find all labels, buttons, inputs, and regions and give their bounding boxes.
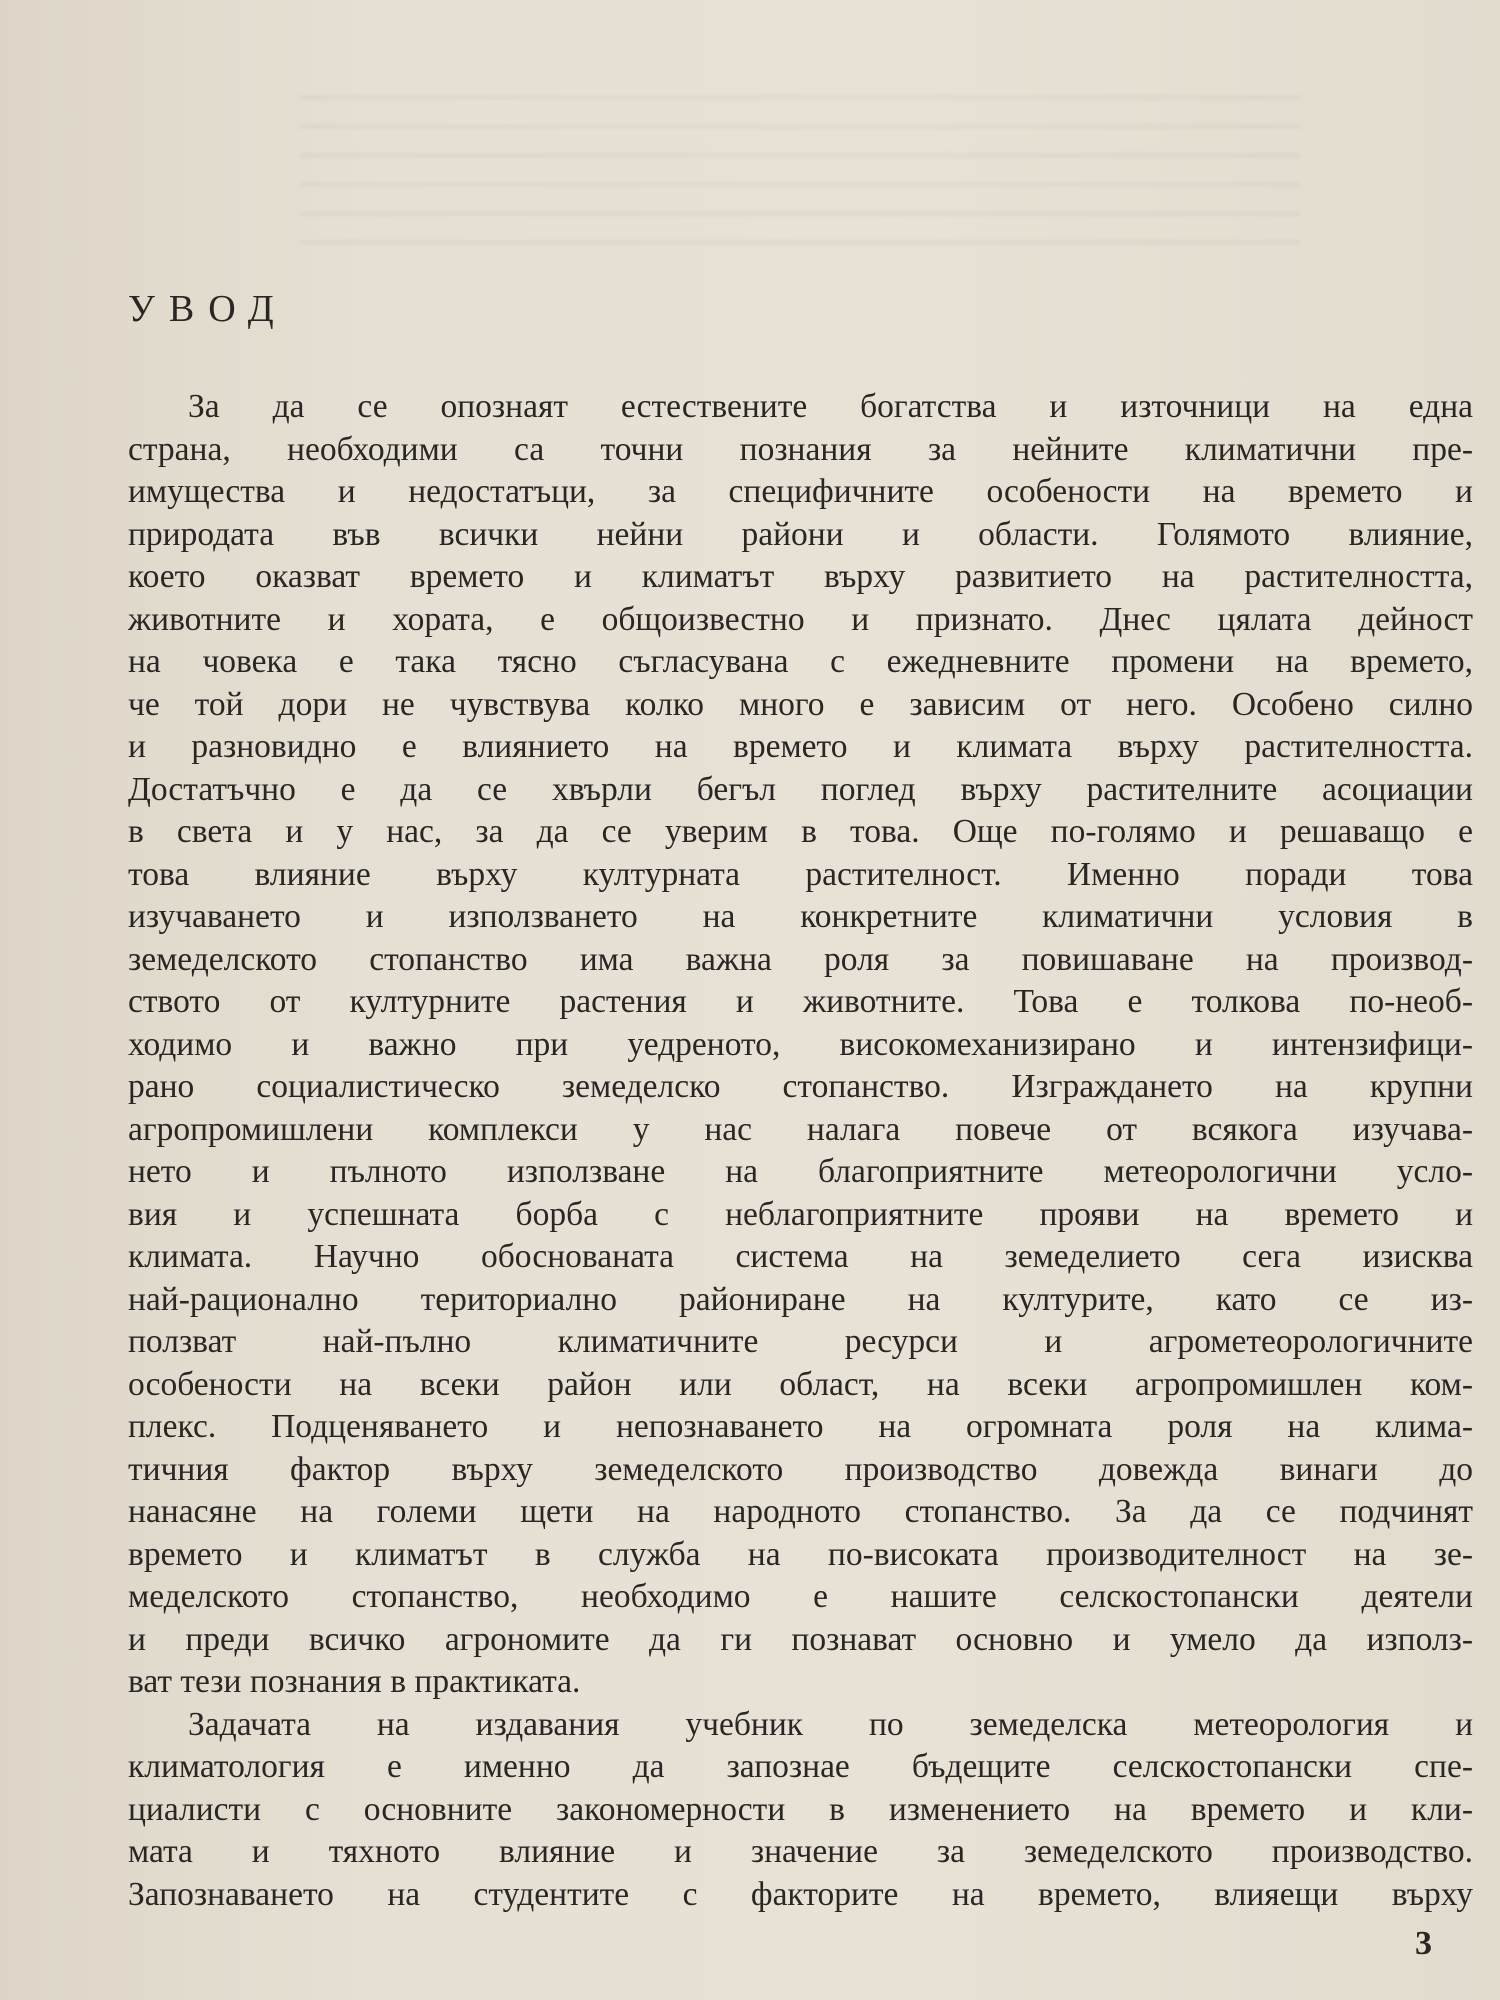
text-line: Задачата на издавания учебник по земеделска метеорология и <box>188 1705 1473 1743</box>
text-line: природата във всички нейни райони и области. Голямото влияние, <box>128 515 1473 553</box>
text-line: За да се опознаят естествените богатства и източници на една <box>188 388 1473 425</box>
text-line: ходимо и важно при уедреното, високомеханизирано и интензифици- <box>128 1025 1473 1063</box>
text-line: и разновидно е влиянието на времето и климата върху растителността. <box>128 728 1473 765</box>
page-number: 3 <box>1415 1925 1432 1962</box>
text-line: ството от културните растения и животните. Това е толкова по-необ- <box>128 983 1473 1020</box>
text-line: че той дори не чувствува колко много е зависим от него. Особено силно <box>128 685 1473 723</box>
text-line: вия и успешната борба с неблагоприятните прояви на времето и <box>128 1195 1473 1233</box>
text-line: земеделското стопанство има важна роля за повишаване на производ- <box>128 940 1473 978</box>
chapter-heading: УВОД <box>128 288 288 330</box>
text-line: циалисти с основните закономерности в изменението на времето и кли- <box>128 1790 1473 1828</box>
paragraph-2 <box>128 1704 1473 1917</box>
text-line: нанасяне на големи щети на народното стопанство. За да се подчинят <box>128 1493 1473 1530</box>
text-line: тичния фактор върху земеделското производство довежда винаги до <box>128 1450 1473 1488</box>
text-line: меделското стопанство, необходимо е нашите селскостопански деятели <box>128 1578 1473 1615</box>
text-line: животните и хората, е общоизвестно и признато. Днес цялата дейност <box>128 600 1473 638</box>
text-line: и преди всичко агрономите да ги познават основно и умело да използ- <box>128 1620 1473 1658</box>
text-line: особености на всеки район или област, на всеки агропромишлен ком- <box>128 1365 1473 1403</box>
text-line: изучаването и използването на конкретните климатични условия в <box>128 898 1473 935</box>
text-line: на човека е така тясно съгласувана с ежедневните промени на времето, <box>128 643 1473 680</box>
text-line: климатология е именно да запознае бъдещите селскостопански спе- <box>128 1748 1473 1785</box>
text-line: мата и тяхното влияние и значение за земеделското производство. <box>128 1833 1473 1870</box>
text-line: най-рационално териториално райониране на културите, като се из- <box>128 1280 1473 1318</box>
text-line: ват тези познания в практиката. <box>128 1663 581 1700</box>
text-line: имущества и недостатъци, за специфичните особености на времето и <box>128 473 1473 510</box>
body-text <box>128 386 1473 1916</box>
text-line: страна, необходими са точни познания за нейните климатични пре- <box>128 430 1473 468</box>
text-line: ползват най-пълно климатичните ресурси и агрометеорологичните <box>128 1323 1473 1360</box>
text-line: климата. Научно обоснованата система на земеделието сега изисква <box>128 1238 1473 1275</box>
text-line: нето и пълното използване на благоприятните метеорологични усло- <box>128 1153 1473 1190</box>
text-line: рано социалистическо земеделско стопанство. Изграждането на крупни <box>128 1068 1473 1105</box>
text-line: това влияние върху културната растителност. Именно поради това <box>128 855 1473 893</box>
paragraph-1 <box>128 386 1473 1704</box>
text-line: което оказват времето и климатът върху развитието на растителността, <box>128 558 1473 595</box>
show-through-text <box>300 70 1300 270</box>
text-line: Запознаването на студентите с факторите на времето, влияещи върху <box>128 1875 1473 1913</box>
text-line: времето и климатът в служба на по-високата производителност на зе- <box>128 1535 1473 1573</box>
text-line: Достатъчно е да се хвърли бегъл поглед върху растителните асоциации <box>128 770 1473 808</box>
text-line: плекс. Подценяването и непознаването на огромната роля на клима- <box>128 1408 1473 1445</box>
text-line: агропромишлени комплекси у нас налага повече от всякога изучава- <box>128 1110 1473 1148</box>
text-line: в света и у нас, за да се уверим в това. Още по-голямо и решаващо е <box>128 813 1473 850</box>
